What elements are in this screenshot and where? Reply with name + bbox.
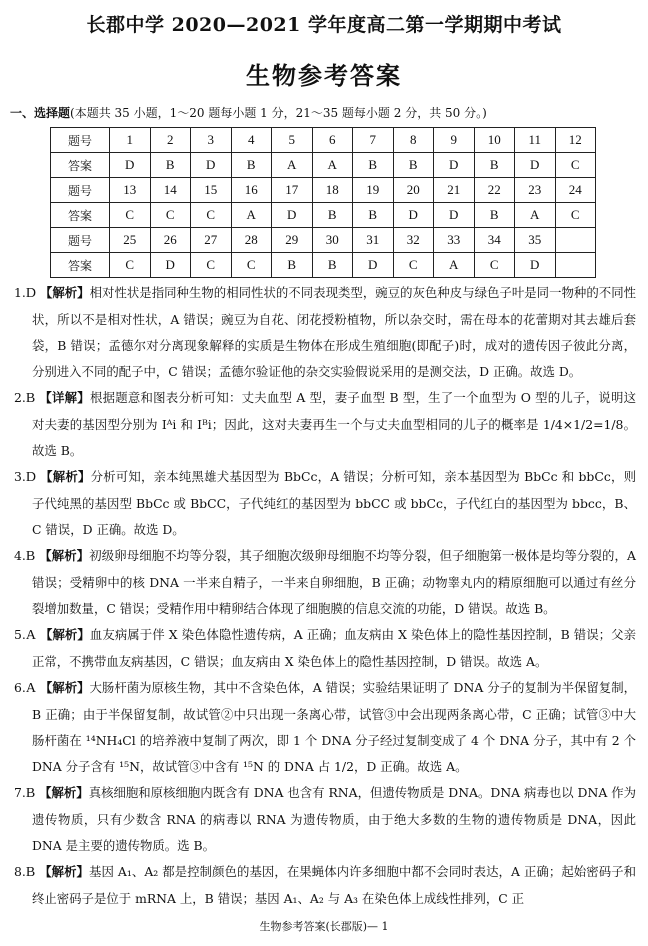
row-label: 题号 (51, 178, 110, 203)
answer-cell: C (393, 253, 434, 278)
question-number-row (51, 228, 596, 253)
item-answer: B (25, 786, 36, 801)
item-tag: 【详解】 (39, 390, 90, 405)
question-number-cell: 34 (474, 228, 515, 253)
answer-cell: B (474, 153, 515, 178)
item-answer: B (25, 391, 36, 406)
question-number-cell: 5 (272, 128, 313, 153)
question-number-cell: 13 (110, 178, 151, 203)
row-label: 答案 (51, 153, 110, 178)
question-number-cell: 21 (434, 178, 475, 203)
answer-cell: B (353, 203, 394, 228)
answer-cell: A (231, 203, 272, 228)
question-number-row (51, 128, 596, 153)
answer-cell: C (150, 203, 191, 228)
item-number: 6. (14, 680, 26, 695)
question-number-cell: 12 (555, 128, 596, 153)
explanation-item (14, 543, 636, 622)
question-number-cell: 15 (191, 178, 232, 203)
answer-cell: D (110, 153, 151, 178)
answer-cell: D (191, 153, 232, 178)
section-header (10, 104, 640, 121)
question-number-cell: 2 (150, 128, 191, 153)
answer-cell: B (393, 153, 434, 178)
explanation-item (14, 464, 636, 543)
answer-cell: D (353, 253, 394, 278)
answer-cell: C (191, 203, 232, 228)
answer-cell: D (434, 203, 475, 228)
question-number-cell: 28 (231, 228, 272, 253)
question-number-cell: 20 (393, 178, 434, 203)
question-number-cell: 16 (231, 178, 272, 203)
item-number: 8. (14, 864, 26, 879)
question-number-cell: 14 (150, 178, 191, 203)
question-number-cell: 1 (110, 128, 151, 153)
item-tag: 【解析】 (39, 680, 90, 695)
answer-cell: A (515, 203, 556, 228)
item-text: 基因 A₁、A₂ 都是控制颜色的基因，在果蝇体内许多细胞中都不会同时表达，A 正确；起始密码子和终止密码子是位于 mRNA 上，B 错误；基因 A₁、A₂ 与 A₃ 在染色体上成线性排列，C 正 (32, 864, 636, 906)
explanation-item (14, 385, 636, 464)
item-tag: 【解析】 (39, 548, 90, 563)
question-number-cell: 19 (353, 178, 394, 203)
section-note: (本题共 35 小题，1～20 题每小题 1 分，21～35 题每小题 2 分，共 50 分。) (70, 106, 487, 120)
item-tag: 【解析】 (39, 627, 90, 642)
item-number: 5. (14, 627, 26, 642)
question-number-cell: 23 (515, 178, 556, 203)
answer-cell: B (312, 203, 353, 228)
item-number: 7. (14, 785, 26, 800)
question-number-cell: 6 (312, 128, 353, 153)
question-number-cell: 18 (312, 178, 353, 203)
question-number-cell: 33 (434, 228, 475, 253)
answer-cell: B (474, 203, 515, 228)
answer-cell: A (434, 253, 475, 278)
answer-cell: D (434, 153, 475, 178)
question-number-row (51, 178, 596, 203)
answer-table (50, 127, 596, 278)
explanations-list (14, 280, 636, 912)
question-number-cell: 26 (150, 228, 191, 253)
row-label: 答案 (51, 203, 110, 228)
row-label: 题号 (51, 128, 110, 153)
item-tag: 【解析】 (39, 285, 90, 300)
explanation-item (14, 280, 636, 385)
answer-cell: C (110, 253, 151, 278)
explanation-item (14, 859, 636, 912)
item-text: 血友病属于伴 X 染色体隐性遗传病，A 正确；血友病由 X 染色体上的隐性基因控制，B 错误；父亲正常，不携带血友病基因，C 错误；血友病由 X 染色体上的隐性基因控制，D 错误。故选 A。 (32, 627, 636, 669)
question-number-cell: 31 (353, 228, 394, 253)
item-text: 相对性状是指同种生物的相同性状的不同表现类型，豌豆的灰色种皮与绿色子叶是同一物种的不同性状，所以不是相对性状，A 错误；豌豆为自花、闭花授粉植物，所以杂交时，需在母本的花蕾期对其去雄后套袋，B 错误；孟德尔对分离现象解释的实质是生物体在形成生殖细胞(即配子)时，成对的遗传因子彼此分离，分别进入不同的配子中，C 错误；孟德尔验证他的杂交实验假说采用的是测交法，D 正确。故选 D。 (32, 285, 636, 379)
answer-row (51, 253, 596, 278)
answer-cell (555, 253, 596, 278)
answer-cell: B (150, 153, 191, 178)
question-number-cell: 4 (231, 128, 272, 153)
answer-cell: C (555, 203, 596, 228)
question-number-cell: 29 (272, 228, 313, 253)
answer-cell: A (272, 153, 313, 178)
answer-row (51, 203, 596, 228)
item-number: 2. (14, 390, 26, 405)
answer-cell: C (474, 253, 515, 278)
answer-cell: D (393, 203, 434, 228)
answer-cell: D (515, 253, 556, 278)
answer-cell: B (353, 153, 394, 178)
item-answer: A (25, 628, 36, 643)
question-number-cell: 22 (474, 178, 515, 203)
question-number-cell (555, 228, 596, 253)
answer-cell: A (312, 153, 353, 178)
item-answer: D (25, 286, 36, 301)
item-text: 根据题意和图表分析可知：丈夫血型 A 型，妻子血型 B 型，生了一个血型为 O 型的儿子，说明这对夫妻的基因型分别为 Iᴬi 和 Iᴮi；因此，这对夫妻再生一个与丈夫血型相同的儿子的概率是 1/4×1/2=1/8。故选 B。 (32, 390, 637, 458)
answer-cell: C (555, 153, 596, 178)
item-number: 1. (14, 285, 26, 300)
explanation-item (14, 780, 636, 859)
item-tag: 【解析】 (39, 864, 90, 879)
item-text: 真核细胞和原核细胞内既含有 DNA 也含有 RNA，但遗传物质是 DNA。DNA 病毒也以 DNA 作为遗传物质，只有少数含 RNA 的病毒以 RNA 为遗传物质，由于绝大多数的生物的遗传物质是 DNA，因此 DNA 是主要的遗传物质。选 B。 (32, 785, 636, 853)
question-number-cell: 10 (474, 128, 515, 153)
answer-cell: C (191, 253, 232, 278)
explanation-item (14, 675, 636, 780)
answer-cell: D (515, 153, 556, 178)
question-number-cell: 24 (555, 178, 596, 203)
question-number-cell: 30 (312, 228, 353, 253)
answer-cell: C (110, 203, 151, 228)
item-text: 分析可知，亲本纯黑雄犬基因型为 BbCc，A 错误；分析可知，亲本基因型为 BbCc 和 bbCc，则子代纯黑的基因型 BbCc 或 BbCC，子代纯红的基因型为 bbCC 或 bbCc，子代红白的基因型为 bbcc，B、C 错误，D 正确。故选 D。 (32, 469, 636, 537)
item-answer: D (25, 470, 36, 485)
answer-cell: C (231, 253, 272, 278)
item-tag: 【解析】 (39, 785, 89, 800)
question-number-cell: 25 (110, 228, 151, 253)
question-number-cell: 17 (272, 178, 313, 203)
question-number-cell: 27 (191, 228, 232, 253)
row-label: 题号 (51, 228, 110, 253)
answer-cell: B (231, 153, 272, 178)
item-answer: B (25, 865, 36, 880)
question-number-cell: 35 (515, 228, 556, 253)
school-exam-title: 长郡中学 2020—2021 学年度高二第一学期期中考试 (86, 14, 562, 36)
page-footer: 生物参考答案(长郡版)— 1 (259, 920, 389, 933)
document-title: 生物参考答案 (246, 61, 402, 90)
item-answer: B (25, 549, 36, 564)
item-answer: A (25, 681, 36, 696)
explanation-item (14, 622, 636, 675)
answer-row (51, 153, 596, 178)
question-number-cell: 3 (191, 128, 232, 153)
item-text: 大肠杆菌为原核生物，其中不含染色体，A 错误；实验结果证明了 DNA 分子的复制为半保留复制，B 正确；由于半保留复制，故试管②中只出现一条离心带，试管③中会出现两条离心带，C 正确；试管③中大肠杆菌在 ¹⁴NH₄Cl 的培养液中复制了两次，即 1 个 DNA 分子经过复制变成了 4 个 DNA 分子，其中有 2 个 DNA 分子含有 ¹⁵N，故试管③中含有 ¹⁵N 的 DNA 占 1/2，D 正确。故选 A。 (32, 680, 636, 774)
item-number: 4. (14, 548, 26, 563)
question-number-cell: 9 (434, 128, 475, 153)
item-text: 初级卵母细胞不均等分裂，其子细胞次级卵母细胞不均等分裂，但子细胞第一极体是均等分裂的，A 错误；受精卵中的核 DNA 一半来自精子，一半来自卵细胞，B 正确；动物睾丸内的精原细胞可以通过有丝分裂增加数量，C 错误；受精作用中精卵结合体现了细胞膜的信息交流的功能，D 错误。故选 B。 (32, 548, 636, 616)
row-label: 答案 (51, 253, 110, 278)
section-label: 一、选择题 (10, 106, 71, 120)
question-number-cell: 8 (393, 128, 434, 153)
answer-cell: B (312, 253, 353, 278)
question-number-cell: 7 (353, 128, 394, 153)
answer-cell: B (272, 253, 313, 278)
answer-cell: D (150, 253, 191, 278)
answer-cell: D (272, 203, 313, 228)
item-tag: 【解析】 (40, 469, 91, 484)
item-number: 3. (14, 469, 26, 484)
question-number-cell: 32 (393, 228, 434, 253)
question-number-cell: 11 (515, 128, 556, 153)
